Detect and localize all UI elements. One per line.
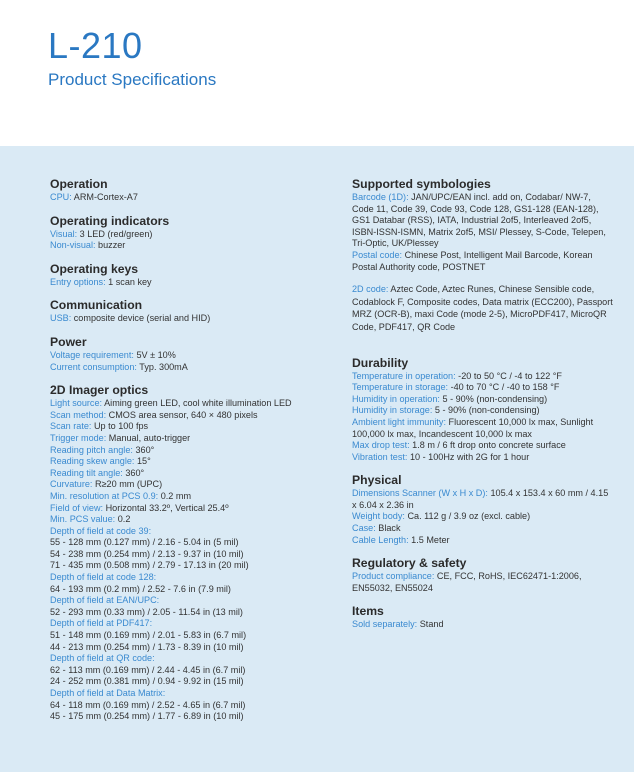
spec-label: Depth of field at code 39: xyxy=(50,525,152,536)
spec-row xyxy=(352,192,614,250)
section-heading: Power xyxy=(50,334,87,349)
spec-label: Non-visual: xyxy=(50,240,96,251)
spec-value: Typ. 300mA xyxy=(136,361,188,372)
spec-row xyxy=(50,514,340,526)
spec-value: Up to 100 fps xyxy=(91,421,149,432)
spec-row xyxy=(50,549,340,561)
spec-label: CPU: xyxy=(50,192,72,202)
spec-value: 52 - 293 mm (0.33 mm) / 2.05 - 11.54 in (13 mil) xyxy=(50,606,243,617)
spec-value: 1 scan key xyxy=(105,276,152,287)
spec-row xyxy=(50,313,340,325)
spec-label: Reading skew angle: xyxy=(50,456,135,467)
spec-value: 51 - 148 mm (0.169 mm) / 2.01 - 5.83 in (6.7 mil) xyxy=(50,630,247,641)
section-symbologies xyxy=(352,177,614,334)
page-title: L-210 xyxy=(48,25,143,66)
spec-row xyxy=(352,250,614,273)
spec-label: Dimensions Scanner (W x H x D): xyxy=(352,488,488,499)
spec-value: Aztec Code, Aztec Runes, Chinese Sensible code, Codablock F, Composite codes, Data matrix (ECC200), Passport MRZ (OCR-B), maxi Code (mode 2-5), MicroPDF417, MicroQR Code, PDF417, QR Code xyxy=(352,284,613,332)
page-subtitle: Product Specifications xyxy=(48,70,217,89)
spec-label: Depth of field at Data Matrix: xyxy=(50,688,166,698)
spec-value: Chinese Post, Intelligent Mail Barcode, Korean Postal Authority code, POSTNET xyxy=(352,249,593,272)
spec-label: Scan method: xyxy=(50,409,107,420)
spec-label: Entry options: xyxy=(50,276,106,287)
spec-row xyxy=(50,456,340,468)
spec-row xyxy=(50,688,340,700)
spec-label: Current consumption: xyxy=(50,361,137,372)
spec-value: composite device (serial and HID) xyxy=(71,313,211,324)
spec-label: Temperature in operation: xyxy=(352,370,456,381)
spec-label: Trigger mode: xyxy=(50,432,107,443)
spec-label: Reading tilt angle: xyxy=(50,467,123,478)
section xyxy=(50,262,340,289)
spec-value: 24 - 252 mm (0.381 mm) / 0.94 - 9.92 in (15 mil) xyxy=(50,676,244,687)
spec-label: Light source: xyxy=(50,398,103,409)
spec-row xyxy=(50,630,340,642)
section-heading: 2D Imager optics xyxy=(50,383,149,398)
spec-row xyxy=(50,350,340,362)
spec-row xyxy=(50,572,340,584)
left-column xyxy=(50,177,340,723)
spec-label: Depth of field at PDF417: xyxy=(50,618,153,629)
spec-value: CE, FCC, RoHS, IEC62471-1:2006, EN55032, EN55024 xyxy=(352,571,582,593)
spec-row xyxy=(50,421,340,433)
spec-row xyxy=(352,523,614,535)
spec-row xyxy=(50,537,340,549)
spec-value: 5V ± 10% xyxy=(133,349,176,360)
spec-value: 10 - 100Hz with 2G for 1 hour xyxy=(407,451,530,462)
section xyxy=(352,356,614,464)
spec-value: Horizontal 33.2º, Vertical 25.4º xyxy=(103,502,229,513)
spec-row xyxy=(50,584,340,596)
spec-value: JAN/UPC/EAN incl. add on, Codabar/ NW-7, Code 11, Code 39, Code 93, Code 128, GS1-128 (EAN-128), GS1 Databar (RSS), IATA, Industrial 2of5, Interleaved 2of5, ISBN-ISSN-ISMN, Matrix 2of5, MSI/ Plessey, S-Code, Telepen, Tri-Optic, UK/Plessey xyxy=(352,192,606,249)
spec-label: Humidity in storage: xyxy=(352,405,433,416)
spec-value: 105.4 x 153.4 x 60 mm / 4.15 x 6.04 x 2.36 in xyxy=(352,488,609,510)
spec-row xyxy=(50,445,340,457)
spec-label: Depth of field at EAN/UPC: xyxy=(50,595,160,606)
spec-row xyxy=(50,653,340,665)
section-heading: Durability xyxy=(352,355,409,370)
spec-row xyxy=(352,440,614,452)
spec-label: Depth of field at QR code: xyxy=(50,653,155,664)
spec-value: CMOS area sensor, 640 × 480 pixels xyxy=(106,409,258,420)
spec-value: Black xyxy=(375,523,401,534)
spec-label: Ambient light immunity: xyxy=(352,416,447,427)
spec-row xyxy=(352,371,614,383)
spec-value: 54 - 238 mm (0.254 mm) / 2.13 - 9.37 in (10 mil) xyxy=(50,548,244,559)
spec-value: R≥20 mm (UPC) xyxy=(92,479,163,490)
spec-row xyxy=(352,619,614,631)
spec-label: Min. PCS value: xyxy=(50,514,116,525)
spec-value: 1.5 Meter xyxy=(408,534,450,545)
spec-label: Min. resolution at PCS 0.9: xyxy=(50,490,159,501)
spec-label: Postal code: xyxy=(352,249,403,260)
spec-value: Fluorescent 10,000 lx max, Sunlight 100,000 lx max, Incandescent 10,000 lx max xyxy=(352,416,594,439)
spec-label: Depth of field at code 128: xyxy=(50,572,157,583)
spec-value: 55 - 128 mm (0.127 mm) / 2.16 - 5.04 in (5 mil) xyxy=(50,537,239,548)
spec-row xyxy=(352,511,614,523)
spec-value: ARM-Cortex-A7 xyxy=(71,192,138,202)
spec-row xyxy=(50,560,340,572)
spec-row xyxy=(50,700,340,712)
header xyxy=(0,0,634,146)
spec-value: 62 - 113 mm (0.169 mm) / 2.44 - 4.45 in (6.7 mil) xyxy=(50,664,246,675)
section-heading: Physical xyxy=(352,473,402,488)
spec-row xyxy=(352,382,614,394)
section xyxy=(50,383,340,723)
spec-value: 15° xyxy=(134,456,151,467)
spec-row xyxy=(352,417,614,440)
section-heading: Items xyxy=(352,604,384,619)
section xyxy=(352,473,614,546)
spec-row xyxy=(50,607,340,619)
section xyxy=(50,214,340,252)
spec-row xyxy=(50,240,340,252)
spec-value: -20 to 50 °C / -4 to 122 °F xyxy=(455,370,562,381)
spec-value: 5 - 90% (non-condensing) xyxy=(432,405,540,416)
spec-row xyxy=(50,642,340,654)
spec-row xyxy=(50,433,340,445)
spec-label: Cable Length: xyxy=(352,534,409,545)
spec-row xyxy=(50,665,340,677)
spec-value: 360° xyxy=(122,467,145,478)
section-heading: Regulatory & safety xyxy=(352,556,467,571)
spec-row xyxy=(352,488,614,511)
spec-label: Vibration test: xyxy=(352,451,408,462)
spec-label: Voltage requirement: xyxy=(50,349,134,360)
spec-label: Temperature in storage: xyxy=(352,382,449,393)
spec-label: Max drop test: xyxy=(352,440,410,451)
spec-value: 1.8 m / 6 ft drop onto concrete surface xyxy=(409,440,566,451)
spec-value: 360° xyxy=(132,444,155,455)
spec-row xyxy=(50,362,340,374)
spec-value: 64 - 193 mm (0.2 mm) / 2.52 - 7.6 in (7.9 mil) xyxy=(50,583,231,594)
spec-value: Stand xyxy=(417,619,444,630)
spec-label: Scan rate: xyxy=(50,421,92,432)
spec-label: USB: xyxy=(50,313,72,324)
spec-label: 2D code: xyxy=(352,284,389,295)
spec-row xyxy=(50,277,340,289)
spec-label: Case: xyxy=(352,523,376,534)
spec-row xyxy=(352,283,614,333)
spec-row xyxy=(50,618,340,630)
spec-value: 3 LED (red/green) xyxy=(77,228,153,239)
spec-row xyxy=(50,711,340,723)
right-column xyxy=(352,177,614,631)
spec-row xyxy=(50,192,340,204)
spec-value: buzzer xyxy=(95,240,126,251)
section-heading: Operation xyxy=(50,177,108,191)
spec-row xyxy=(50,491,340,503)
spec-value: 71 - 435 mm (0.508 mm) / 2.79 - 17.13 in (20 mil) xyxy=(50,560,249,571)
spec-value: 0.2 xyxy=(115,514,131,525)
spec-row xyxy=(352,571,614,594)
spec-row xyxy=(50,526,340,538)
spec-label: Reading pitch angle: xyxy=(50,444,133,455)
section xyxy=(50,335,340,373)
spec-row xyxy=(50,410,340,422)
spec-row xyxy=(50,595,340,607)
spec-label: Visual: xyxy=(50,228,78,239)
section-heading: Operating keys xyxy=(50,261,139,276)
section xyxy=(352,604,614,631)
spec-value: Manual, auto-trigger xyxy=(106,432,191,443)
spec-value: 5 - 90% (non-condensing) xyxy=(439,393,548,404)
spec-label: Product compliance: xyxy=(352,571,435,582)
spec-label: Field of view: xyxy=(50,502,104,513)
spec-label: Curvature: xyxy=(50,479,93,490)
section-heading: Supported symbologies xyxy=(352,177,491,191)
spec-row xyxy=(352,452,614,464)
spec-value: Aiming green LED, cool white illumination LED xyxy=(102,398,292,409)
spec-label: Weight body: xyxy=(352,511,405,522)
spec-row xyxy=(352,535,614,547)
spec-value: 45 - 175 mm (0.254 mm) / 1.77 - 6.89 in (10 mil) xyxy=(50,711,244,722)
spec-label: Sold separately: xyxy=(352,619,418,630)
section-heading: Operating indicators xyxy=(50,213,170,228)
spec-value: Ca. 112 g / 3.9 oz (excl. cable) xyxy=(404,511,531,522)
spec-label: Barcode (1D): xyxy=(352,192,409,202)
spec-value: 44 - 213 mm (0.254 mm) / 1.73 - 8.39 in (10 mil) xyxy=(50,641,244,652)
spec-row xyxy=(50,398,340,410)
spec-row xyxy=(50,229,340,241)
spec-row xyxy=(50,676,340,688)
spec-value: 0.2 mm xyxy=(158,490,192,501)
spec-row xyxy=(352,405,614,417)
spec-row xyxy=(352,394,614,406)
spec-value: -40 to 70 °C / -40 to 158 °F xyxy=(448,382,560,393)
section xyxy=(50,298,340,325)
spec-row xyxy=(50,468,340,480)
spec-label: Humidity in operation: xyxy=(352,393,440,404)
spec-row xyxy=(50,503,340,515)
section-heading: Communication xyxy=(50,298,143,313)
section xyxy=(352,556,614,594)
spec-value: 64 - 118 mm (0.169 mm) / 2.52 - 4.65 in (6.7 mil) xyxy=(50,699,246,710)
spec-row xyxy=(50,479,340,491)
section xyxy=(50,177,340,204)
